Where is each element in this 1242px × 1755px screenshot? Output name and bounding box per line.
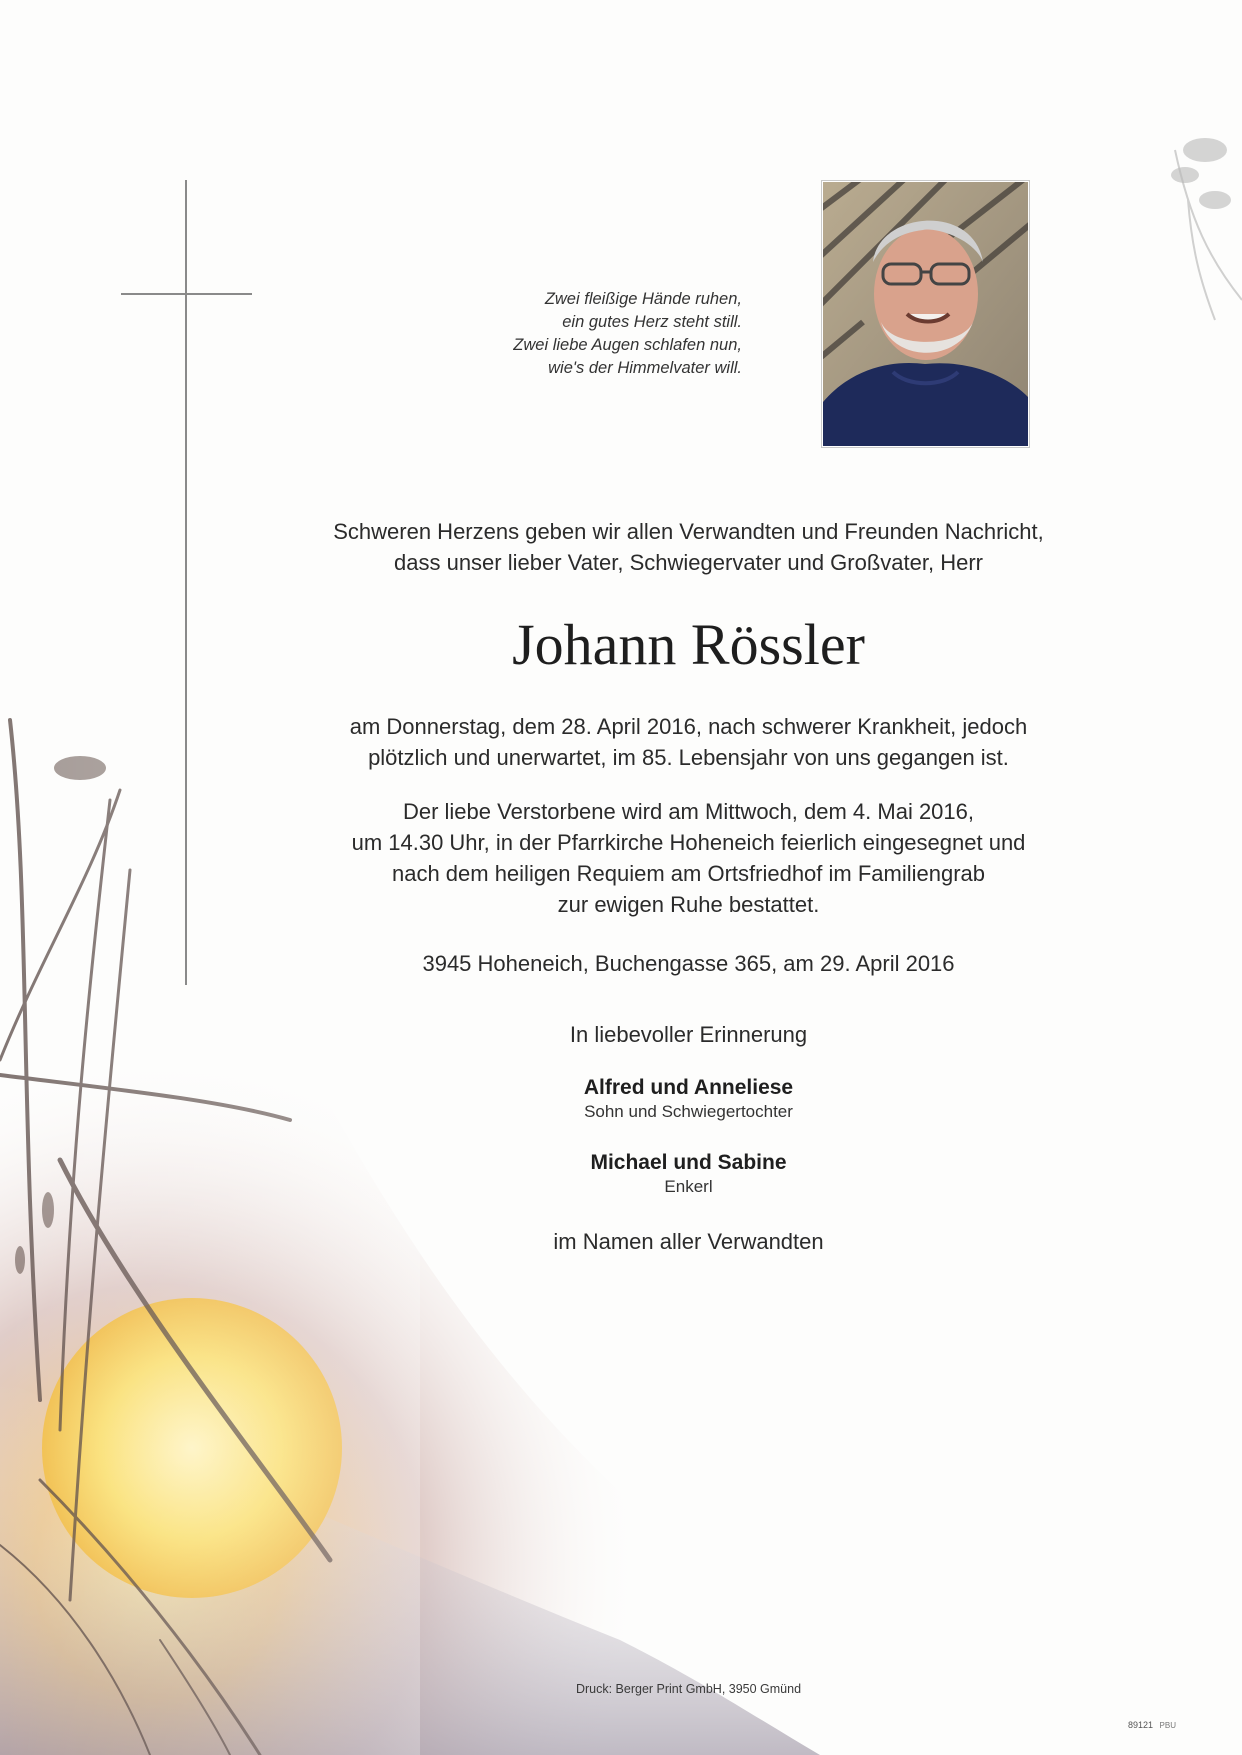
funeral-details [300,796,1077,920]
deceased-name: Johann Rössler [512,612,865,677]
mourner-relation: Enkerl [664,1177,713,1196]
printer-logo: PBU [1159,1721,1176,1730]
funeral-line: zur ewigen Ruhe bestattet. [557,892,820,917]
footer-code [1128,1720,1176,1730]
death-notice [300,711,1077,773]
memory-heading: In liebevoller Erinnerung [569,1022,808,1047]
memorial-poem [420,288,742,380]
cross-vertical-bar [185,180,187,985]
place-and-date: 3945 Hoheneich, Buchengasse 365, am 29. April 2016 [422,951,955,976]
poem-line: ein gutes Herz steht still. [562,313,742,331]
footer-code-number: 89121 [1128,1720,1154,1730]
printer-credit: Druck: Berger Print GmbH, 3950 Gmünd [575,1682,802,1696]
funeral-line: Der liebe Verstorbene wird am Mittwoch, dem 4. Mai 2016, [402,799,975,824]
closing-line: im Namen aller Verwandten [553,1229,824,1254]
intro-text [300,516,1077,578]
mourner-entry [300,1075,1077,1123]
intro-line: dass unser lieber Vater, Schwiegervater und Großvater, Herr [394,550,983,575]
mourner-names: Alfred und Anneliese [583,1076,794,1099]
mourner-names: Michael und Sabine [590,1151,787,1174]
mourner-entry [300,1150,1077,1198]
poem-line: Zwei fleißige Hände ruhen, [544,290,742,308]
death-notice-line: am Donnerstag, dem 28. April 2016, nach schwerer Krankheit, jedoch [349,714,1028,739]
portrait-photo [821,180,1030,448]
portrait-image [823,182,1028,446]
funeral-line: um 14.30 Uhr, in der Pfarrkirche Hoheneich feierlich eingesegnet und [351,830,1026,855]
poem-line: wie's der Himmelvater will. [548,359,742,377]
mourner-relation: Sohn und Schwiegertochter [584,1102,793,1121]
death-notice-line: plötzlich und unerwartet, im 85. Lebensjahr von uns gegangen ist. [368,745,1009,770]
funeral-line: nach dem heiligen Requiem am Ortsfriedhof im Familiengrab [391,861,986,886]
poem-line: Zwei liebe Augen schlafen nun, [513,336,742,354]
intro-line: Schweren Herzens geben wir allen Verwandten und Freunden Nachricht, [333,519,1044,544]
cross-horizontal-bar [121,293,252,295]
